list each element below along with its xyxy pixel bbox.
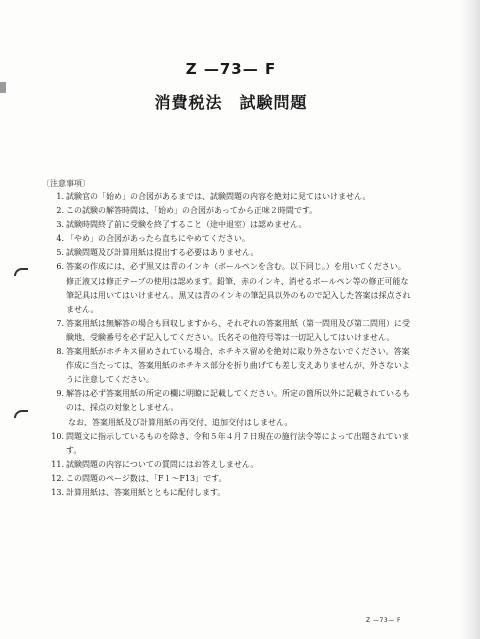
footer-page-code: Z —73— F [366,617,402,624]
note-item [52,472,412,486]
note-text: 解答は必ず答案用紙の所定の欄に明瞭に記載してください。所定の箇所以外に記載されているものは、採点の対象としません。 [66,389,410,413]
note-number: 7. [56,318,64,328]
note-number: 11. [51,459,64,469]
note-item [52,345,412,387]
note-number: 2. [56,206,64,216]
note-text: 試験問題の内容についての質問にはお答えしません。 [66,459,259,469]
note-item [52,232,412,246]
note-number: 3. [56,220,64,230]
note-item [52,486,412,500]
note-number: 10. [51,431,64,441]
note-text: 答案用紙がホチキス留めされている場合、ホチキス留めを絶対に取り外さないでください。答案作成に当たっては、答案用紙のホチキス部分を折り曲げても差し支えありませんが、外さないように注意してください。 [66,347,410,385]
note-number: 1. [56,192,64,201]
note-text: 試験問題及び計算用紙は提出する必要はありません。 [66,248,259,258]
note-text: 答案の作成には、必ず黒又は青のインキ（ボールペンを含む。以下同じ。）を用いてください。修正液又は修正テープの使用は認めます。鉛筆、赤のインキ、消せるボールペン等の修正可能な筆記具は用いてはいけません。黒又は青のインキの筆記具以外のもので記入した答案は採点されません。 [66,262,411,314]
exam-title: 消費税法 試験問題 [154,93,308,112]
page-edge-shadow [462,0,480,639]
note-number: 13. [51,487,64,497]
note-text: 「やめ」の合図があったら直ちにやめてください。 [66,234,250,244]
binder-hole-mark-bottom [14,410,28,418]
note-item [52,458,412,472]
note-text: 試験時間終了前に受験を終了すること（途中退室）は認めません。 [66,220,307,230]
note-item [52,190,412,204]
note-number: 5. [56,248,64,258]
note-number: 6. [56,262,64,272]
note-item [52,317,412,345]
note-text: 試験官の「始め」の合図があるまでは、試験問題の内容を絶対に見てはいけません。 [66,192,371,201]
note-text: 問題文に指示しているものを除き、令和５年４月７日現在の施行法令等によって出題されています。 [66,431,410,455]
note-item [52,218,412,232]
note-item [52,246,412,260]
notes-heading: 〔注意事項〕 [42,179,90,188]
note-item [52,387,412,429]
note-item [52,204,412,218]
note-number: 8. [56,347,64,357]
note-item [52,430,412,458]
note-text: 計算用紙は、答案用紙とともに配付します。 [66,487,226,497]
note-text: 答案用紙は無解答の場合も回収しますから、それぞれの答案用紙（第一問用及び第二問用）に受験地、受験番号を必ず記入してください。氏名その他符号等は一切記入してはいけません。 [66,318,410,342]
note-text: この問題のページ数は、「F１～F13」です。 [66,473,227,483]
note-number: 9. [56,389,64,399]
note-number: 4. [56,234,64,244]
note-item [52,260,412,316]
note-subtext: なお、答案用紙及び計算用紙の再交付、追加交付はしません。 [68,417,293,427]
exam-code: Z —73— F [185,60,277,78]
notes-list [52,190,412,500]
note-number: 12. [51,473,64,483]
note-text: この試験の解答時間は、「始め」の合図があってから正味２時間です。 [66,206,318,216]
binder-hole-mark-top [14,268,28,276]
